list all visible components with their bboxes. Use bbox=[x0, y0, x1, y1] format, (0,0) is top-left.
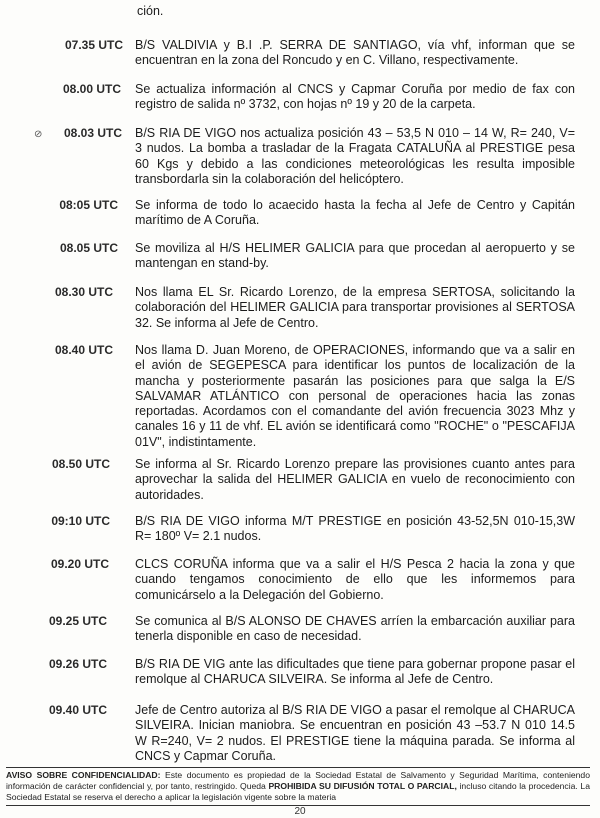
entry-text: B/S RIA DE VIGO informa M/T PRESTIGE en posición 43-52,5N 010-15,3W R= 180º V= 2.1 nudos. bbox=[135, 514, 575, 544]
entry-time: 07.35 UTC bbox=[64, 38, 123, 52]
entry-time: 08:05 UTC bbox=[59, 198, 118, 212]
margin-mark: ⊘ bbox=[34, 129, 43, 140]
entry-text: Se informa al Sr. Ricardo Lorenzo prepare las provisiones cuanto antes para aprovechar la salida del HELIMER GALICIA en vuelo de reconocimiento con autoridades. bbox=[135, 457, 575, 502]
continued-text: ción. bbox=[137, 4, 164, 18]
entry-time: 08.03 UTC bbox=[63, 126, 122, 140]
entry-text: Se actualiza información al CNCS y Capmar Coruña por medio de fax con registro de salida nº 3732, con hojas nº 19 y 20 de la carpeta. bbox=[135, 82, 575, 112]
entry-time: 08.50 UTC bbox=[51, 457, 110, 471]
entry-time: 09.40 UTC bbox=[48, 703, 107, 717]
entry-time: 08.05 UTC bbox=[59, 241, 118, 255]
entry-text: CLCS CORUÑA informa que va a salir el H/S Pesca 2 hacia la zona y que cuando tengamos conocimiento de ello que les informemos para comunicárselo a la Delegación del Gobierno. bbox=[135, 557, 575, 602]
entry-text: Se comunica al B/S ALONSO DE CHAVES arríen la embarcación auxiliar para tenerla disponible en caso de necesidad. bbox=[135, 614, 575, 644]
entry-time: 09:10 UTC bbox=[51, 514, 110, 528]
entry-time: 08.30 UTC bbox=[54, 285, 113, 299]
entry-time: 09.20 UTC bbox=[50, 557, 109, 571]
entry-text: B/S VALDIVIA y B.I .P. SERRA DE SANTIAGO, vía vhf, informan que se encuentran en la zona del Roncudo y en C. Villano, respectivamente. bbox=[135, 38, 575, 68]
entry-time: 09.26 UTC bbox=[48, 657, 107, 671]
notice-prohibition: PROHIBIDA SU DIFUSIÓN TOTAL O PARCIAL, bbox=[268, 781, 457, 791]
entry-time: 08.40 UTC bbox=[54, 343, 113, 357]
notice-text: Este documento es propiedad de la Sociedad Estatal de Salvamento y Seguridad Marítima, conteniendo información de carácter confidencial y, por tanto, restringido. Queda bbox=[6, 770, 590, 791]
entry-text: Nos llama EL Sr. Ricardo Lorenzo, de la empresa SERTOSA, solicitando la colaboración del HELIMER GALICIA para transportar provisiones al SERTOSA 32. Se informa al Jefe de Centro. bbox=[135, 285, 575, 330]
notice-label: AVISO SOBRE CONFIDENCIALIDAD: bbox=[6, 770, 161, 780]
page-number: 20 bbox=[294, 806, 306, 817]
entry-text: Jefe de Centro autoriza al B/S RIA DE VIGO a pasar el remolque al CHARUCA SILVEIRA. Inician maniobra. Se encuentran en posición 43 –53.7 N 010 14.5 W R=240, V= 2 nudos. El PRESTIGE tiene la máquina parada. Se informa al CNCS y Capmar Coruña. bbox=[135, 703, 575, 763]
entry-time: 08.00 UTC bbox=[62, 82, 121, 96]
notice-text-end: incluso citando la procedencia. La Sociedad Estatal se reserva el derecho a aplicar la legislación vigente sobre la materia bbox=[6, 781, 590, 802]
confidentiality-notice bbox=[6, 767, 590, 806]
entry-text: B/S RIA DE VIG ante las dificultades que tiene para gobernar propone pasar el remolque al CHARUCA SILVEIRA. Se informa al Jefe de Centro. bbox=[135, 657, 575, 687]
entry-text: B/S RIA DE VIGO nos actualiza posición 43 – 53,5 N 010 – 14 W, R= 240, V= 3 nudos. La bomba a trasladar de la Fragata CATALUÑA al PRESTIGE pesa 60 Kgs y debido a las condiciones meteorológicas les resulta imposible transbordarla sin la colaboración del helicóptero. bbox=[135, 126, 575, 186]
entry-text: Se informa de todo lo acaecido hasta la fecha al Jefe de Centro y Capitán marítimo de A Coruña. bbox=[135, 198, 575, 228]
entry-text: Se moviliza al H/S HELIMER GALICIA para que procedan al aeropuerto y se mantengan en stand-by. bbox=[135, 241, 575, 271]
entry-time: 09.25 UTC bbox=[48, 614, 107, 628]
entry-text: Nos llama D. Juan Moreno, de OPERACIONES, informando que va a salir en el avión de SEGEPESCA para identificar los puntos de localización de la mancha y posteriormente pasarán las posiciones para que salga la E/S SALVAMAR ATLÁNTICO con personal de operaciones hacia las zonas reportadas. Acordamos con el comandante del avión frecuencia 3023 Mhz y canales 16 y 11 de vhf. EL avión se identificará como "ROCHE" o "PESCAFIJA 01V", indistintamente. bbox=[135, 343, 575, 449]
